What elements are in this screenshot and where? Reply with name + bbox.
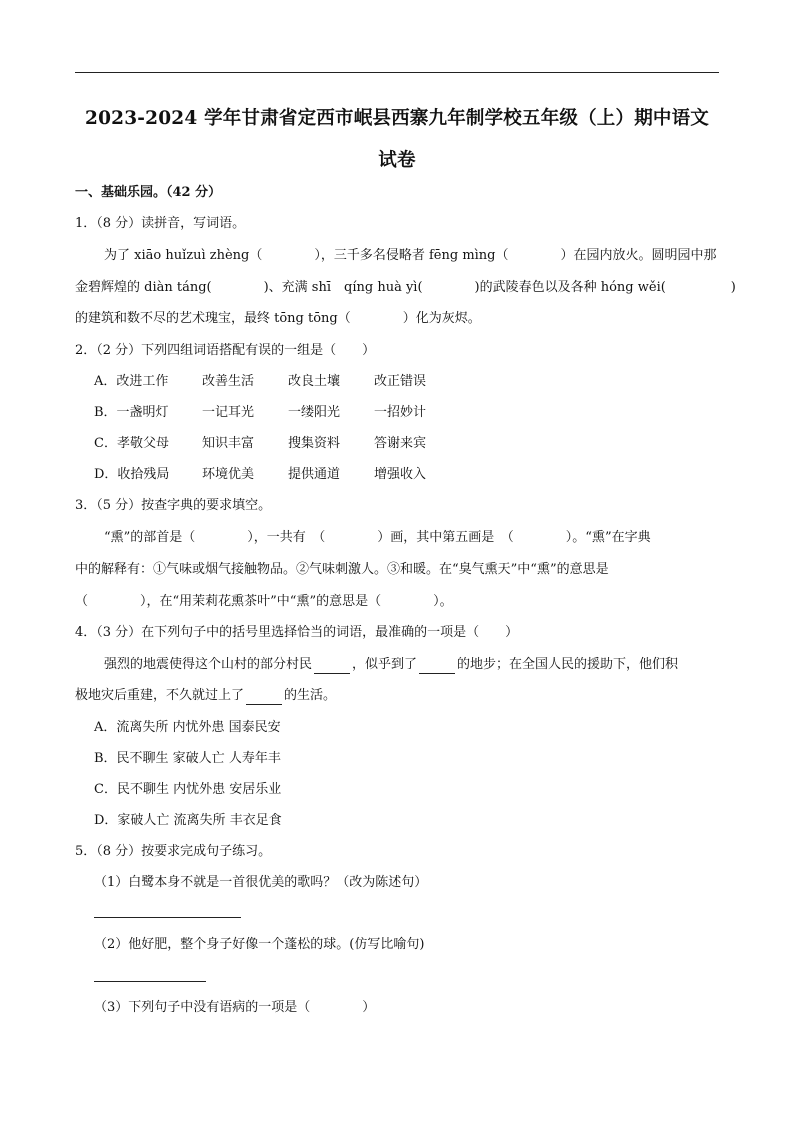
question-4-stem: 4．（3 分）在下列句子中的括号里选择恰当的词语，最准确的一项是（ ） bbox=[75, 625, 519, 640]
question-5-sub-2: （2）他好肥，整个身子好像一个蓬松的球。(仿写比喻句) bbox=[94, 937, 425, 952]
question-4-line-1 bbox=[104, 656, 678, 674]
question-3-line-1: “熏”的部首是（ ），一共有 （ ）画，其中第五画是 （ ）。“熏”在字典 bbox=[104, 530, 651, 545]
option-d[interactable]: D．家破人亡 流离失所 丰衣足食 bbox=[94, 813, 282, 828]
option-c[interactable]: C．民不聊生 内忧外患 安居乐业 bbox=[94, 782, 282, 797]
option-text: 一招妙计 bbox=[374, 405, 427, 420]
question-5-sub-3: （3）下列句子中没有语病的一项是（ ） bbox=[94, 1000, 376, 1015]
question-4-line-2 bbox=[75, 687, 336, 705]
sentence-text: 的地步；在全国人民的援助下，他们积 bbox=[457, 657, 679, 672]
option-text: 一缕阳光 bbox=[288, 405, 341, 420]
header-rule bbox=[75, 72, 719, 73]
question-3-line-2: 中的解释有：①气味或烟气接触物品。②气味刺激人。③和暖。在“臭气熏天”中“熏”的意思是 bbox=[75, 562, 609, 577]
page-title-cont: 试卷 bbox=[378, 150, 416, 171]
question-3-stem: 3．（5 分）按查字典的要求填空。 bbox=[75, 498, 272, 513]
option-text: 一记耳光 bbox=[202, 405, 255, 420]
option-text: 搜集资料 bbox=[288, 436, 341, 451]
question-1-stem: 1．（8 分）读拼音，写词语。 bbox=[75, 216, 246, 231]
sentence-text: 极地灾后重建，不久就过上了 bbox=[75, 688, 245, 703]
answer-line[interactable] bbox=[94, 981, 206, 982]
option-text: 知识丰富 bbox=[202, 436, 255, 451]
question-1-line-3: 的建筑和数不尽的艺术瑰宝，最终 tōng tōng（ ）化为灰烬。 bbox=[75, 311, 481, 326]
option-text: 增强收入 bbox=[374, 467, 427, 482]
option-text: 提供通道 bbox=[288, 467, 341, 482]
option-text: 改良土壤 bbox=[288, 374, 341, 389]
option-text: C．孝敬父母 bbox=[94, 436, 169, 451]
option-text: B．一盏明灯 bbox=[94, 405, 169, 420]
question-3-line-3: （ ），在“用茉莉花熏茶叶”中“熏”的意思是（ ）。 bbox=[75, 594, 453, 609]
option-text: A．改进工作 bbox=[94, 374, 169, 389]
sentence-text: 强烈的地震使得这个山村的部分村民 bbox=[104, 657, 313, 672]
answer-line[interactable] bbox=[94, 917, 241, 918]
fill-blank[interactable] bbox=[419, 660, 455, 674]
option-b[interactable]: B．民不聊生 家破人亡 人寿年丰 bbox=[94, 751, 281, 766]
sentence-text: ，似乎到了 bbox=[352, 657, 418, 672]
question-5-stem: 5．（8 分）按要求完成句子练习。 bbox=[75, 844, 272, 859]
question-2-stem: 2．（2 分）下列四组词语搭配有误的一组是（ ） bbox=[75, 343, 376, 358]
option-text: 环境优美 bbox=[202, 467, 255, 482]
sentence-text: 的生活。 bbox=[284, 688, 337, 703]
section-heading: 一、基础乐园。（42 分） bbox=[75, 185, 222, 200]
option-b[interactable] bbox=[94, 404, 426, 422]
fill-blank[interactable] bbox=[314, 660, 350, 674]
option-text: 答谢来宾 bbox=[374, 436, 427, 451]
option-text: 改善生活 bbox=[202, 374, 255, 389]
question-5-sub-1: （1）白鹭本身不就是一首很优美的歌吗？（改为陈述句） bbox=[94, 875, 428, 890]
page-title: 2023-2024 学年甘肃省定西市岷县西寨九年制学校五年级（上）期中语文 bbox=[85, 108, 709, 129]
question-1-line-1: 为了 xiāo huǐzuì zhèng（ ），三千多名侵略者 fēng mìng（ ）在园内放火。圆明园中那 bbox=[104, 248, 717, 263]
option-d[interactable] bbox=[94, 466, 426, 484]
option-a[interactable]: A．流离失所 内忧外患 国泰民安 bbox=[94, 720, 281, 735]
option-a[interactable] bbox=[94, 373, 426, 391]
question-1-line-2: 金碧辉煌的 diàn táng( )、充满 shī qíng huà yì( )的武陵春色以及各种 hóng wěi( ) bbox=[75, 280, 736, 295]
option-text: D．收拾残局 bbox=[94, 467, 170, 482]
option-text: 改正错误 bbox=[374, 374, 427, 389]
option-c[interactable] bbox=[94, 435, 426, 453]
fill-blank[interactable] bbox=[246, 691, 282, 705]
